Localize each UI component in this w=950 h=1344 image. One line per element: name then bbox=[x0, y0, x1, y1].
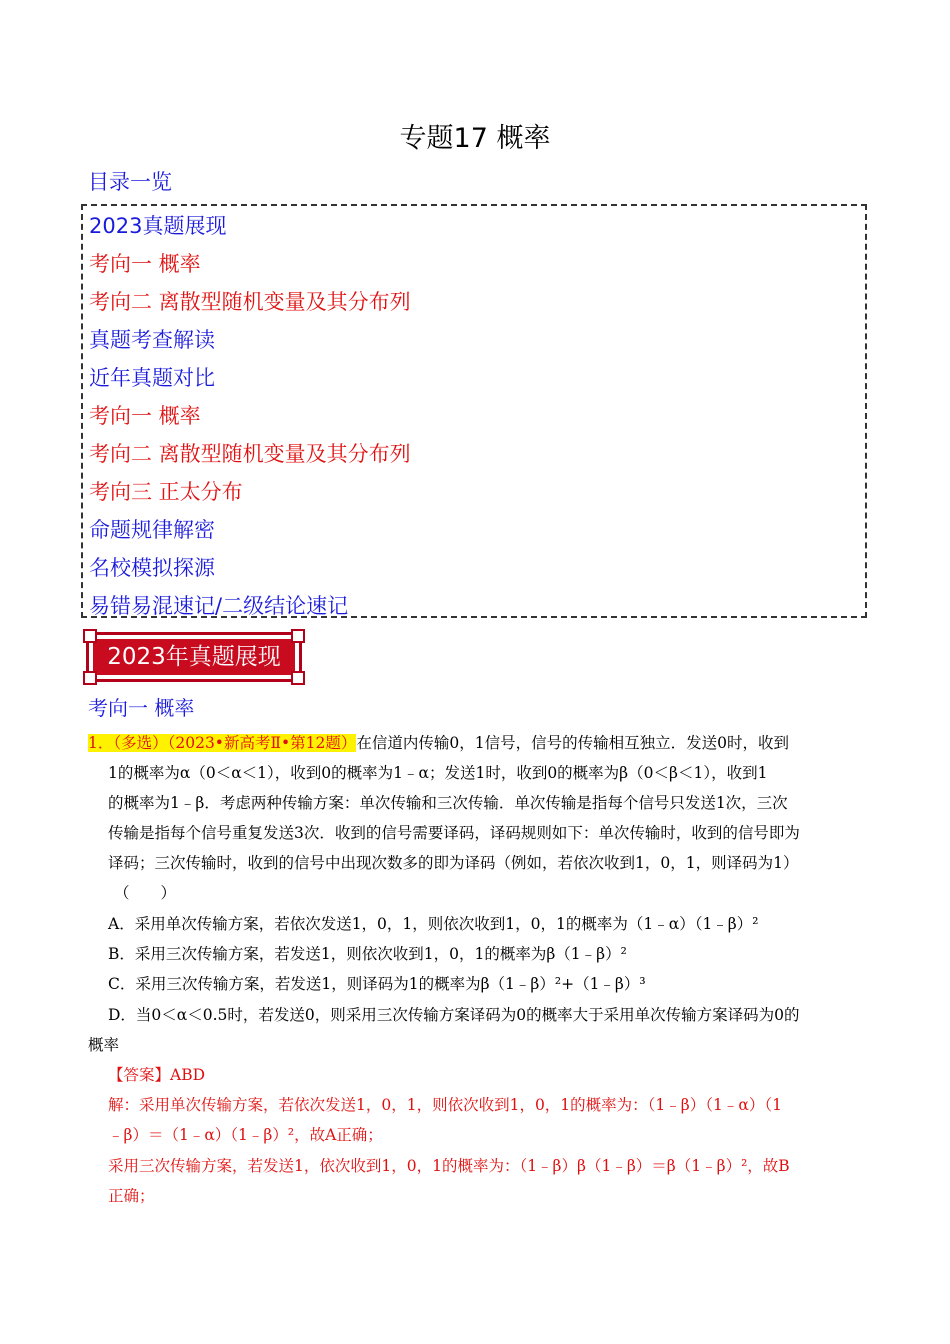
toc-box bbox=[81, 204, 867, 618]
option-b[interactable]: B．采用三次传输方案，若发送1，则依次收到1，0，1的概率为β（1﹣β）² bbox=[108, 945, 627, 963]
toc-item[interactable]: 名校模拟探源 bbox=[89, 556, 215, 580]
answer-line: ﹣β）＝（1﹣α）（1﹣β）²，故A正确； bbox=[108, 1126, 383, 1144]
toc-item[interactable]: 易错易混速记/二级结论速记 bbox=[89, 594, 349, 618]
toc-item[interactable]: 真题考查解读 bbox=[89, 328, 215, 352]
toc-item[interactable]: 命题规律解密 bbox=[89, 518, 215, 542]
answer-line: 正确； bbox=[108, 1187, 155, 1205]
question-tag bbox=[88, 731, 789, 753]
section-heading: 考向一 概率 bbox=[88, 696, 195, 720]
banner-corner-ornament bbox=[291, 629, 305, 643]
section-banner bbox=[86, 632, 302, 682]
banner-corner-ornament bbox=[83, 629, 97, 643]
option-d-continued: 概率 bbox=[88, 1036, 120, 1054]
question-text-line: 的概率为1﹣β．考虑两种传输方案：单次传输和三次传输．单次传输是指每个信号只发送1次，三次 bbox=[108, 794, 788, 812]
answer-label: 【答案】ABD bbox=[108, 1066, 206, 1084]
toc-item[interactable]: 考向二 离散型随机变量及其分布列 bbox=[89, 442, 411, 466]
question-text-line: 译码；三次传输时，收到的信号中出现次数多的即为译码（例如，若依次收到1，0，1，则译码为1） bbox=[108, 854, 799, 872]
banner-label: 2023年真题展现 bbox=[93, 639, 295, 675]
toc-item[interactable]: 考向一 概率 bbox=[89, 404, 201, 428]
toc-heading: 目录一览 bbox=[88, 170, 172, 194]
answer-line: 解：采用单次传输方案，若依次发送1，0，1，则依次收到1，0，1的概率为：（1﹣β）（1﹣α）（1 bbox=[108, 1096, 782, 1114]
toc-item[interactable]: 2023真题展现 bbox=[89, 214, 227, 238]
question-text-line: 1的概率为α（0＜α＜1），收到0的概率为1﹣α；发送1时，收到0的概率为β（0＜β＜1），收到1 bbox=[108, 764, 768, 782]
page-title: 专题17 概率 bbox=[399, 123, 551, 154]
question-text-line: 传输是指每个信号重复发送3次．收到的信号需要译码，译码规则如下：单次传输时，收到的信号即为 bbox=[108, 824, 800, 842]
question-blank: （ ） bbox=[114, 884, 177, 902]
question-text-line: 在信道内传输0，1信号，信号的传输相互独立．发送0时，收到 bbox=[356, 734, 789, 752]
banner-corner-ornament bbox=[83, 671, 97, 685]
option-c[interactable]: C．采用三次传输方案，若发送1，则译码为1的概率为β（1﹣β）²+（1﹣β）³ bbox=[108, 975, 646, 993]
toc-item[interactable]: 考向三 正太分布 bbox=[89, 480, 243, 504]
toc-item[interactable]: 考向二 离散型随机变量及其分布列 bbox=[89, 290, 411, 314]
toc-item[interactable]: 近年真题对比 bbox=[89, 366, 215, 390]
toc-item[interactable]: 考向一 概率 bbox=[89, 252, 201, 276]
answer-line: 采用三次传输方案，若发送1，依次收到1，0，1的概率为：（1﹣β）β（1﹣β）＝β（1﹣β）²，故B bbox=[108, 1157, 790, 1175]
banner-corner-ornament bbox=[291, 671, 305, 685]
option-d[interactable]: D．当0＜α＜0.5时，若发送0，则采用三次传输方案译码为0的概率大于采用单次传输方案译码为0的 bbox=[108, 1006, 800, 1024]
question-source-highlight: 1．（多选）（2023•新高考Ⅱ•第12题） bbox=[88, 734, 357, 752]
option-a[interactable]: A．采用单次传输方案，若依次发送1，0，1，则依次收到1，0，1的概率为（1﹣α）（1﹣β）² bbox=[108, 915, 759, 933]
